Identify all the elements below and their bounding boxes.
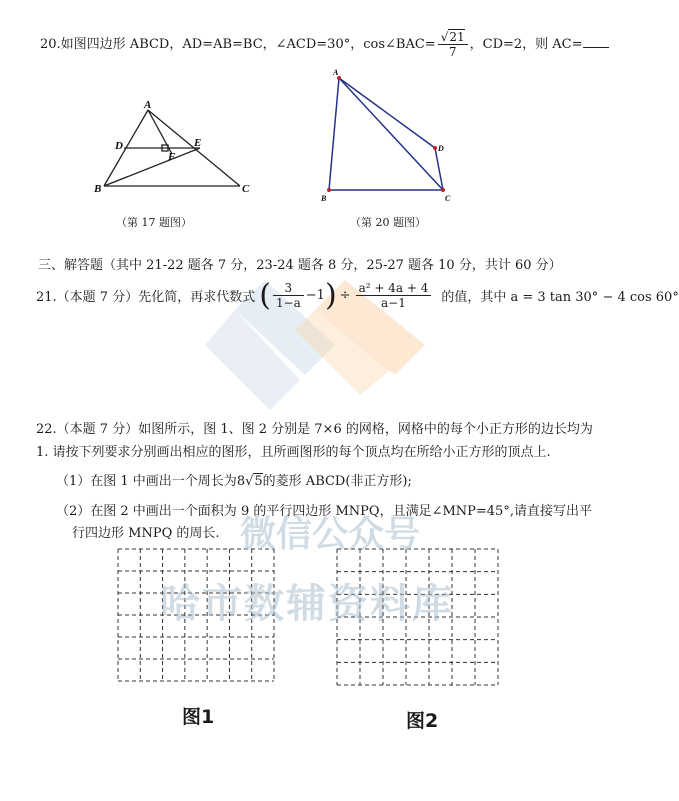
question-21: 21.（本题 7 分）先化简，再求代数式 ( $\frac{3}{1-a}$ −1 ) ÷ $\frac{\text{a² + 4a + 4}}{a-1}$ 的值，其中 a = 3 tan 30° − 4 cos 60° <box>36 278 679 313</box>
q22-sub-2-line-1: （2）在图 2 中画出一个面积为 9 的平行四边形 MNPQ，且满足∠MNP=45°,请直接写出平 <box>56 504 592 519</box>
watermark-line-2: 哈市数辅资料库 <box>160 581 454 627</box>
q21-divide: ÷ <box>339 288 351 303</box>
q21-fraction-2: $\frac{\text{a² + 4a + 4}}{a-1}$ <box>356 281 432 310</box>
q21-suffix: 的值，其中 a = 3 tan 30° − 4 cos 60° <box>441 290 679 305</box>
fig17-label-a: A <box>144 99 152 111</box>
question-20 <box>40 30 609 59</box>
q21-minus-one: −1 <box>305 288 325 303</box>
q22-line-1: 22.（本题 7 分）如图所示，图 1、图 2 分别是 7×6 的网格，网格中的每个小正方形的边长均为 <box>36 422 593 437</box>
q20-text-a: 20.如图四边形 ABCD，AD=AB=BC，∠ACD=30°，cos∠BAC= <box>40 37 436 52</box>
grid-1-label: 图1 <box>182 706 215 728</box>
q20-cos-fraction: $\frac{√21}{7}$ <box>438 30 468 59</box>
q20-answer-blank <box>583 35 609 48</box>
grid-2-label: 图2 <box>406 710 439 732</box>
fig17-label-b: B <box>94 183 102 195</box>
figure-20 <box>315 68 465 208</box>
fig17-caption: （第 17 题图） <box>116 216 192 229</box>
q22-line-2: 1. 请按下列要求分别画出相应的图形，且所画图形的每个顶点均在所给小正方形的顶点上. <box>36 445 551 460</box>
fig20-caption: （第 20 题图） <box>350 216 426 229</box>
fig20-label-b: B <box>321 194 327 203</box>
fig20-label-d: D <box>438 144 444 153</box>
watermark-line-1: 微信公众号 <box>240 514 421 555</box>
q21-prefix: 21.（本题 7 分）先化简，再求代数式 <box>36 290 256 305</box>
fig17-label-f: F <box>168 151 176 163</box>
fig17-label-d: D <box>115 140 123 152</box>
fig20-label-c: C <box>445 194 451 203</box>
q20-text-b: ，CD=2，则 AC= <box>469 37 583 52</box>
section-3-heading: 三、解答题（其中 21-22 题各 7 分，23-24 题各 8 分，25-27 题各 10 分，共计 60 分） <box>38 258 562 273</box>
fig17-label-c: C <box>242 183 250 195</box>
q22-sub-2-line-2: 行四边形 MNPQ 的周长. <box>72 526 220 541</box>
fig17-label-e: E <box>194 137 202 149</box>
fig20-label-a: A <box>333 68 339 77</box>
q22-sub-1: （1）在图 1 中画出一个周长为8√5的菱形 ABCD(非正方形); <box>56 474 412 489</box>
q21-fraction-1: $\frac{3}{1-a}$ <box>273 281 304 310</box>
figure-17 <box>90 98 260 203</box>
